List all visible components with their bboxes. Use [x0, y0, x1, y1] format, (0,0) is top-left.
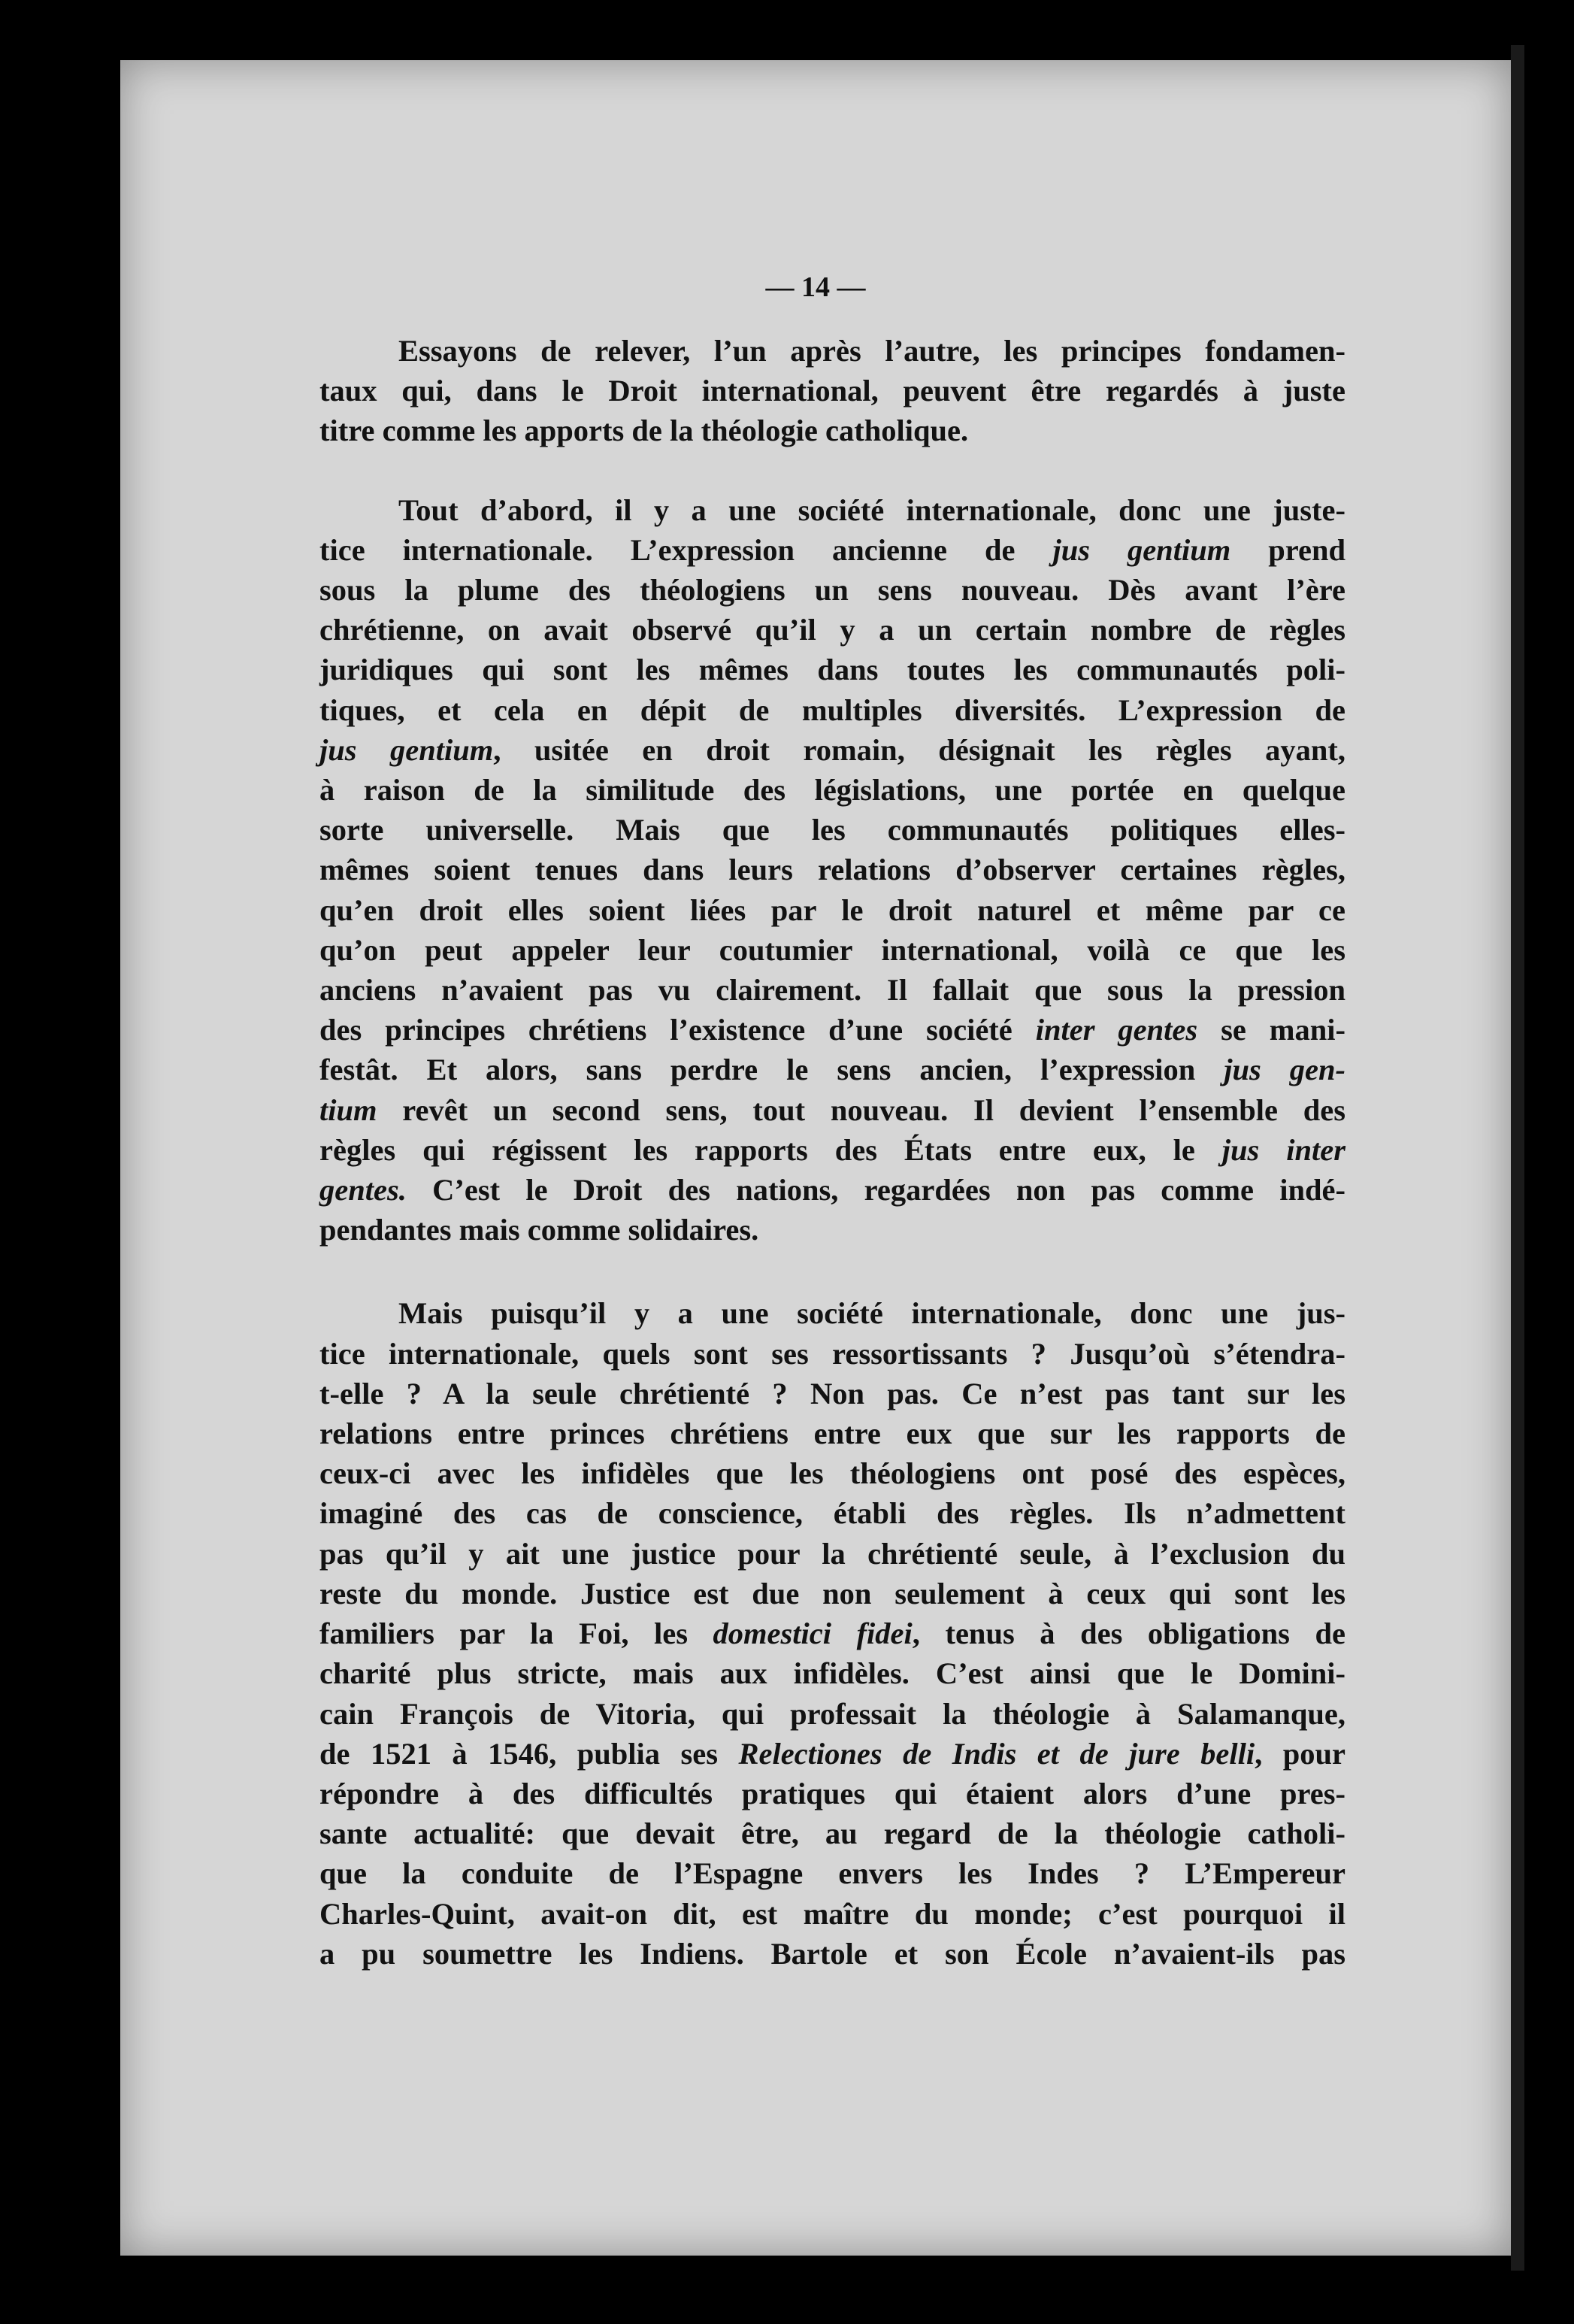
text-line: tice internationale, quels sont ses ressortissants ? Jusqu’où s’étendra- — [319, 1336, 1345, 1371]
text-line: qu’en droit elles soient liées par le droit naturel et même par ce — [319, 892, 1345, 927]
text-line: festât. Et alors, sans perdre le sens ancien, l’expression jus gen- — [319, 1053, 1345, 1087]
text-line: Charles-Quint, avait-on dit, est maître du monde; c’est pourquoi il — [319, 1896, 1345, 1931]
text-line: tium revêt un second sens, tout nouveau. Il devient l’ensemble des — [319, 1092, 1345, 1127]
text-line: mêmes soient tenues dans leurs relations d’observer certaines règles, — [319, 853, 1345, 887]
text-line: tiques, et cela en dépit de multiples diversités. L’expression de — [319, 692, 1345, 727]
text-line: sante actualité: que devait être, au regard de la théologie catholi- — [319, 1816, 1345, 1851]
page-edge-shadow — [1511, 45, 1524, 2271]
text-line: gentes. C’est le Droit des nations, regardées non pas comme indé- — [319, 1173, 1345, 1207]
text-line: titre comme les apports de la théologie catholique. — [319, 414, 969, 448]
text-line: règles qui régissent les rapports des États entre eux, le jus inter — [319, 1132, 1345, 1167]
text-line: pendantes mais comme solidaires. — [319, 1213, 759, 1247]
text-line: jus gentium, usitée en droit romain, désignait les règles ayant, — [319, 732, 1345, 767]
text-line: taux qui, dans le Droit international, peuvent être regardés à juste — [319, 374, 1345, 408]
text-line: imaginé des cas de conscience, établi des règles. Ils n’admettent — [319, 1496, 1345, 1531]
body-text — [319, 331, 1345, 1974]
text-line: ceux-ci avec les infidèles que les théologiens ont posé des espèces, — [319, 1456, 1345, 1491]
paragraph-3 — [319, 1293, 1345, 1973]
text-line: chrétienne, on avait observé qu’il y a un certain nombre de règles — [319, 613, 1345, 647]
text-line: sous la plume des théologiens un sens nouveau. Dès avant l’ère — [319, 573, 1345, 608]
text-line: de 1521 à 1546, publia ses Relectiones de Indis et de jure belli, pour — [319, 1736, 1345, 1771]
book-page — [120, 60, 1511, 2256]
text-line: reste du monde. Justice est due non seulement à ceux qui sont les — [319, 1576, 1345, 1610]
text-line: cain François de Vitoria, qui professait la théologie à Salamanque, — [319, 1696, 1345, 1731]
text-line: Tout d’abord, il y a une société internationale, donc une juste- — [398, 492, 1345, 527]
paragraph-1 — [319, 331, 1345, 451]
text-line: t-elle ? A la seule chrétienté ? Non pas. Ce n’est pas tant sur les — [319, 1376, 1345, 1410]
text-line: Mais puisqu’il y a une société internationale, donc une jus- — [398, 1296, 1345, 1331]
text-line: qu’on peut appeler leur coutumier international, voilà ce que les — [319, 932, 1345, 967]
text-line: familiers par la Foi, les domestici fidei, tenus à des obligations de — [319, 1616, 1345, 1651]
text-line: juridiques qui sont les mêmes dans toutes les communautés poli- — [319, 653, 1345, 687]
text-line: charité plus stricte, mais aux infidèles. C’est ainsi que le Domini- — [319, 1656, 1345, 1691]
text-line: tice internationale. L’expression ancienne de jus gentium prend — [319, 532, 1345, 567]
text-line: Essayons de relever, l’un après l’autre, les principes fondamen- — [398, 334, 1345, 368]
text-line: a pu soumettre les Indiens. Bartole et son École n’avaient-ils pas — [319, 1936, 1345, 1971]
text-line: pas qu’il y ait une justice pour la chrétienté seule, à l’exclusion du — [319, 1536, 1345, 1571]
text-line: relations entre princes chrétiens entre eux que sur les rapports de — [319, 1417, 1345, 1451]
page-number: — 14 — — [765, 271, 866, 303]
text-line: sorte universelle. Mais que les communautés politiques elles- — [319, 813, 1345, 847]
text-line: que la conduite de l’Espagne envers les Indes ? L’Empereur — [319, 1856, 1345, 1891]
text-line: répondre à des difficultés pratiques qui étaient alors d’une pres- — [319, 1776, 1345, 1810]
text-line: anciens n’avaient pas vu clairement. Il fallait que sous la pression — [319, 973, 1345, 1007]
paragraph-2 — [319, 490, 1345, 1250]
text-line: à raison de la similitude des législations, une portée en quelque — [319, 773, 1345, 807]
text-line: des principes chrétiens l’existence d’une société inter gentes se mani- — [319, 1013, 1345, 1047]
